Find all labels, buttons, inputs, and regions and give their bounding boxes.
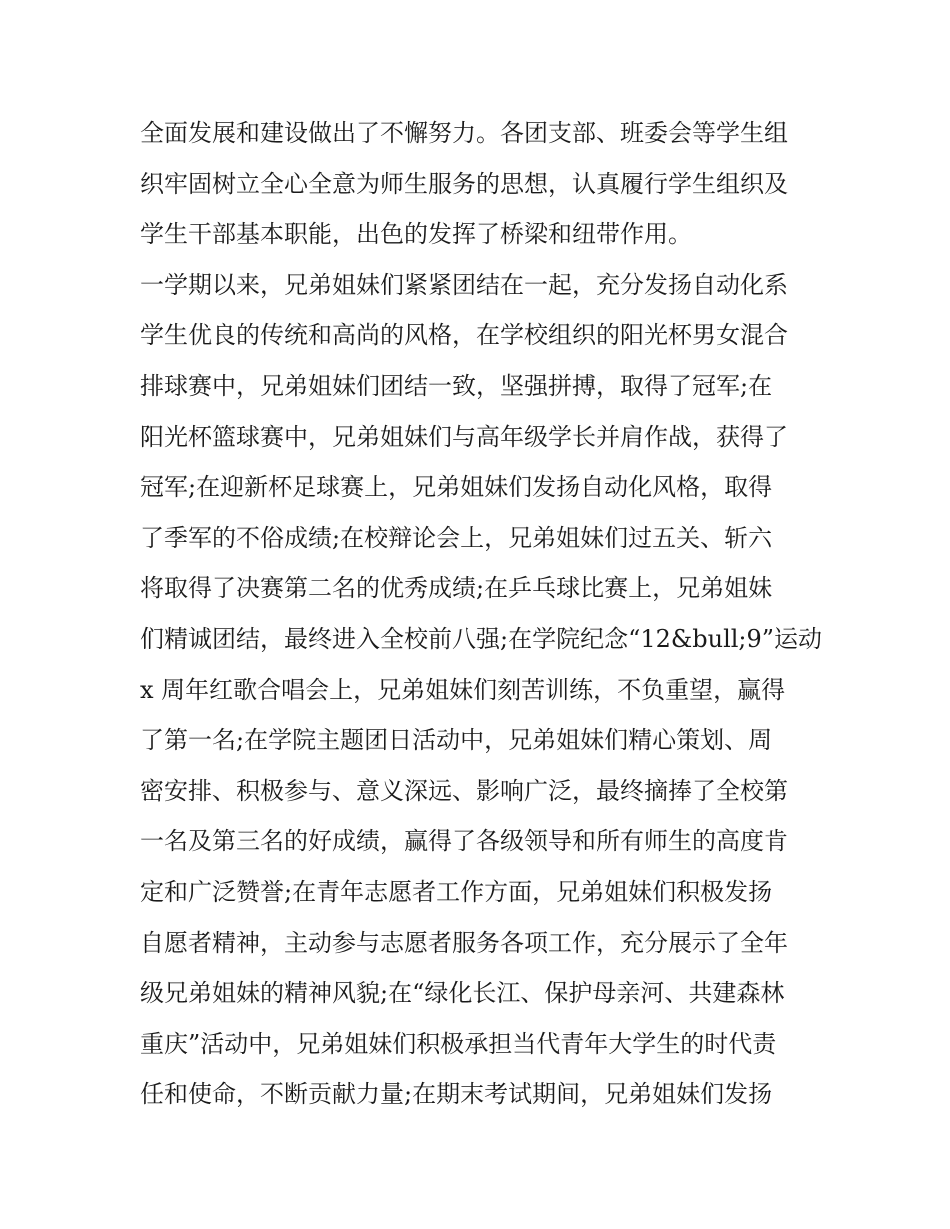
text-line: 一名及第三名的好成绩，赢得了各级领导和所有师生的高度肯 [140,827,788,856]
text-line: 学生优良的传统和高尚的风格，在学校组织的阳光杯男女混合 [140,321,788,350]
text-line: 密安排、积极参与、意义深远、影响广泛，最终摘捧了全校第 [140,776,788,805]
text-line: 任和使命，不断贡献力量;在期末考试期间，兄弟姐妹们发扬 [140,1080,773,1109]
text-line: 将取得了决赛第二名的优秀成绩;在乒乓球比赛上，兄弟姐妹 [140,574,773,603]
text-line: 排球赛中，兄弟姐妹们团结一致，坚强拼搏，取得了冠军;在 [140,371,773,400]
text-line: 学生干部基本职能，出色的发挥了桥梁和纽带作用。 [140,220,692,249]
text-line: 重庆”活动中，兄弟姐妹们积极承担当代青年大学生的时代责 [140,1029,777,1058]
text-line: 了第一名;在学院主题团日活动中，兄弟姐妹们精心策划、周 [140,726,773,755]
text-line: 阳光杯篮球赛中，兄弟姐妹们与高年级学长并肩作战，获得了 [140,422,788,451]
text-line: 全面发展和建设做出了不懈努力。各团支部、班委会等学生组 [140,119,788,147]
text-line: x 周年红歌合唱会上，兄弟姐妹们刻苦训练，不负重望，赢得 [140,675,786,704]
text-line: 定和广泛赞誉;在青年志愿者工作方面，兄弟姐妹们积极发扬 [140,877,773,906]
text-line: 冠军;在迎新杯足球赛上，兄弟姐妹们发扬自动化风格，取得 [140,473,773,502]
text-line: 级兄弟姐妹的精神风貌;在“绿化长江、保护母亲河、共建森林 [140,979,785,1008]
text-line: 了季军的不俗成绩;在校辩论会上，兄弟姐妹们过五关、斩六 [140,523,773,552]
text-line: 自愿者精神，主动参与志愿者服务各项工作，充分展示了全年 [140,928,788,957]
body-text [140,108,823,1120]
text-line: 织牢固树立全心全意为师生服务的思想，认真履行学生组织及 [140,169,788,198]
text-line: 们精诚团结，最终进入全校前八强;在学院纪念“12&bull;9”运动 [140,624,823,653]
text-line: 一学期以来，兄弟姐妹们紧紧团结在一起，充分发扬自动化系 [140,270,788,299]
